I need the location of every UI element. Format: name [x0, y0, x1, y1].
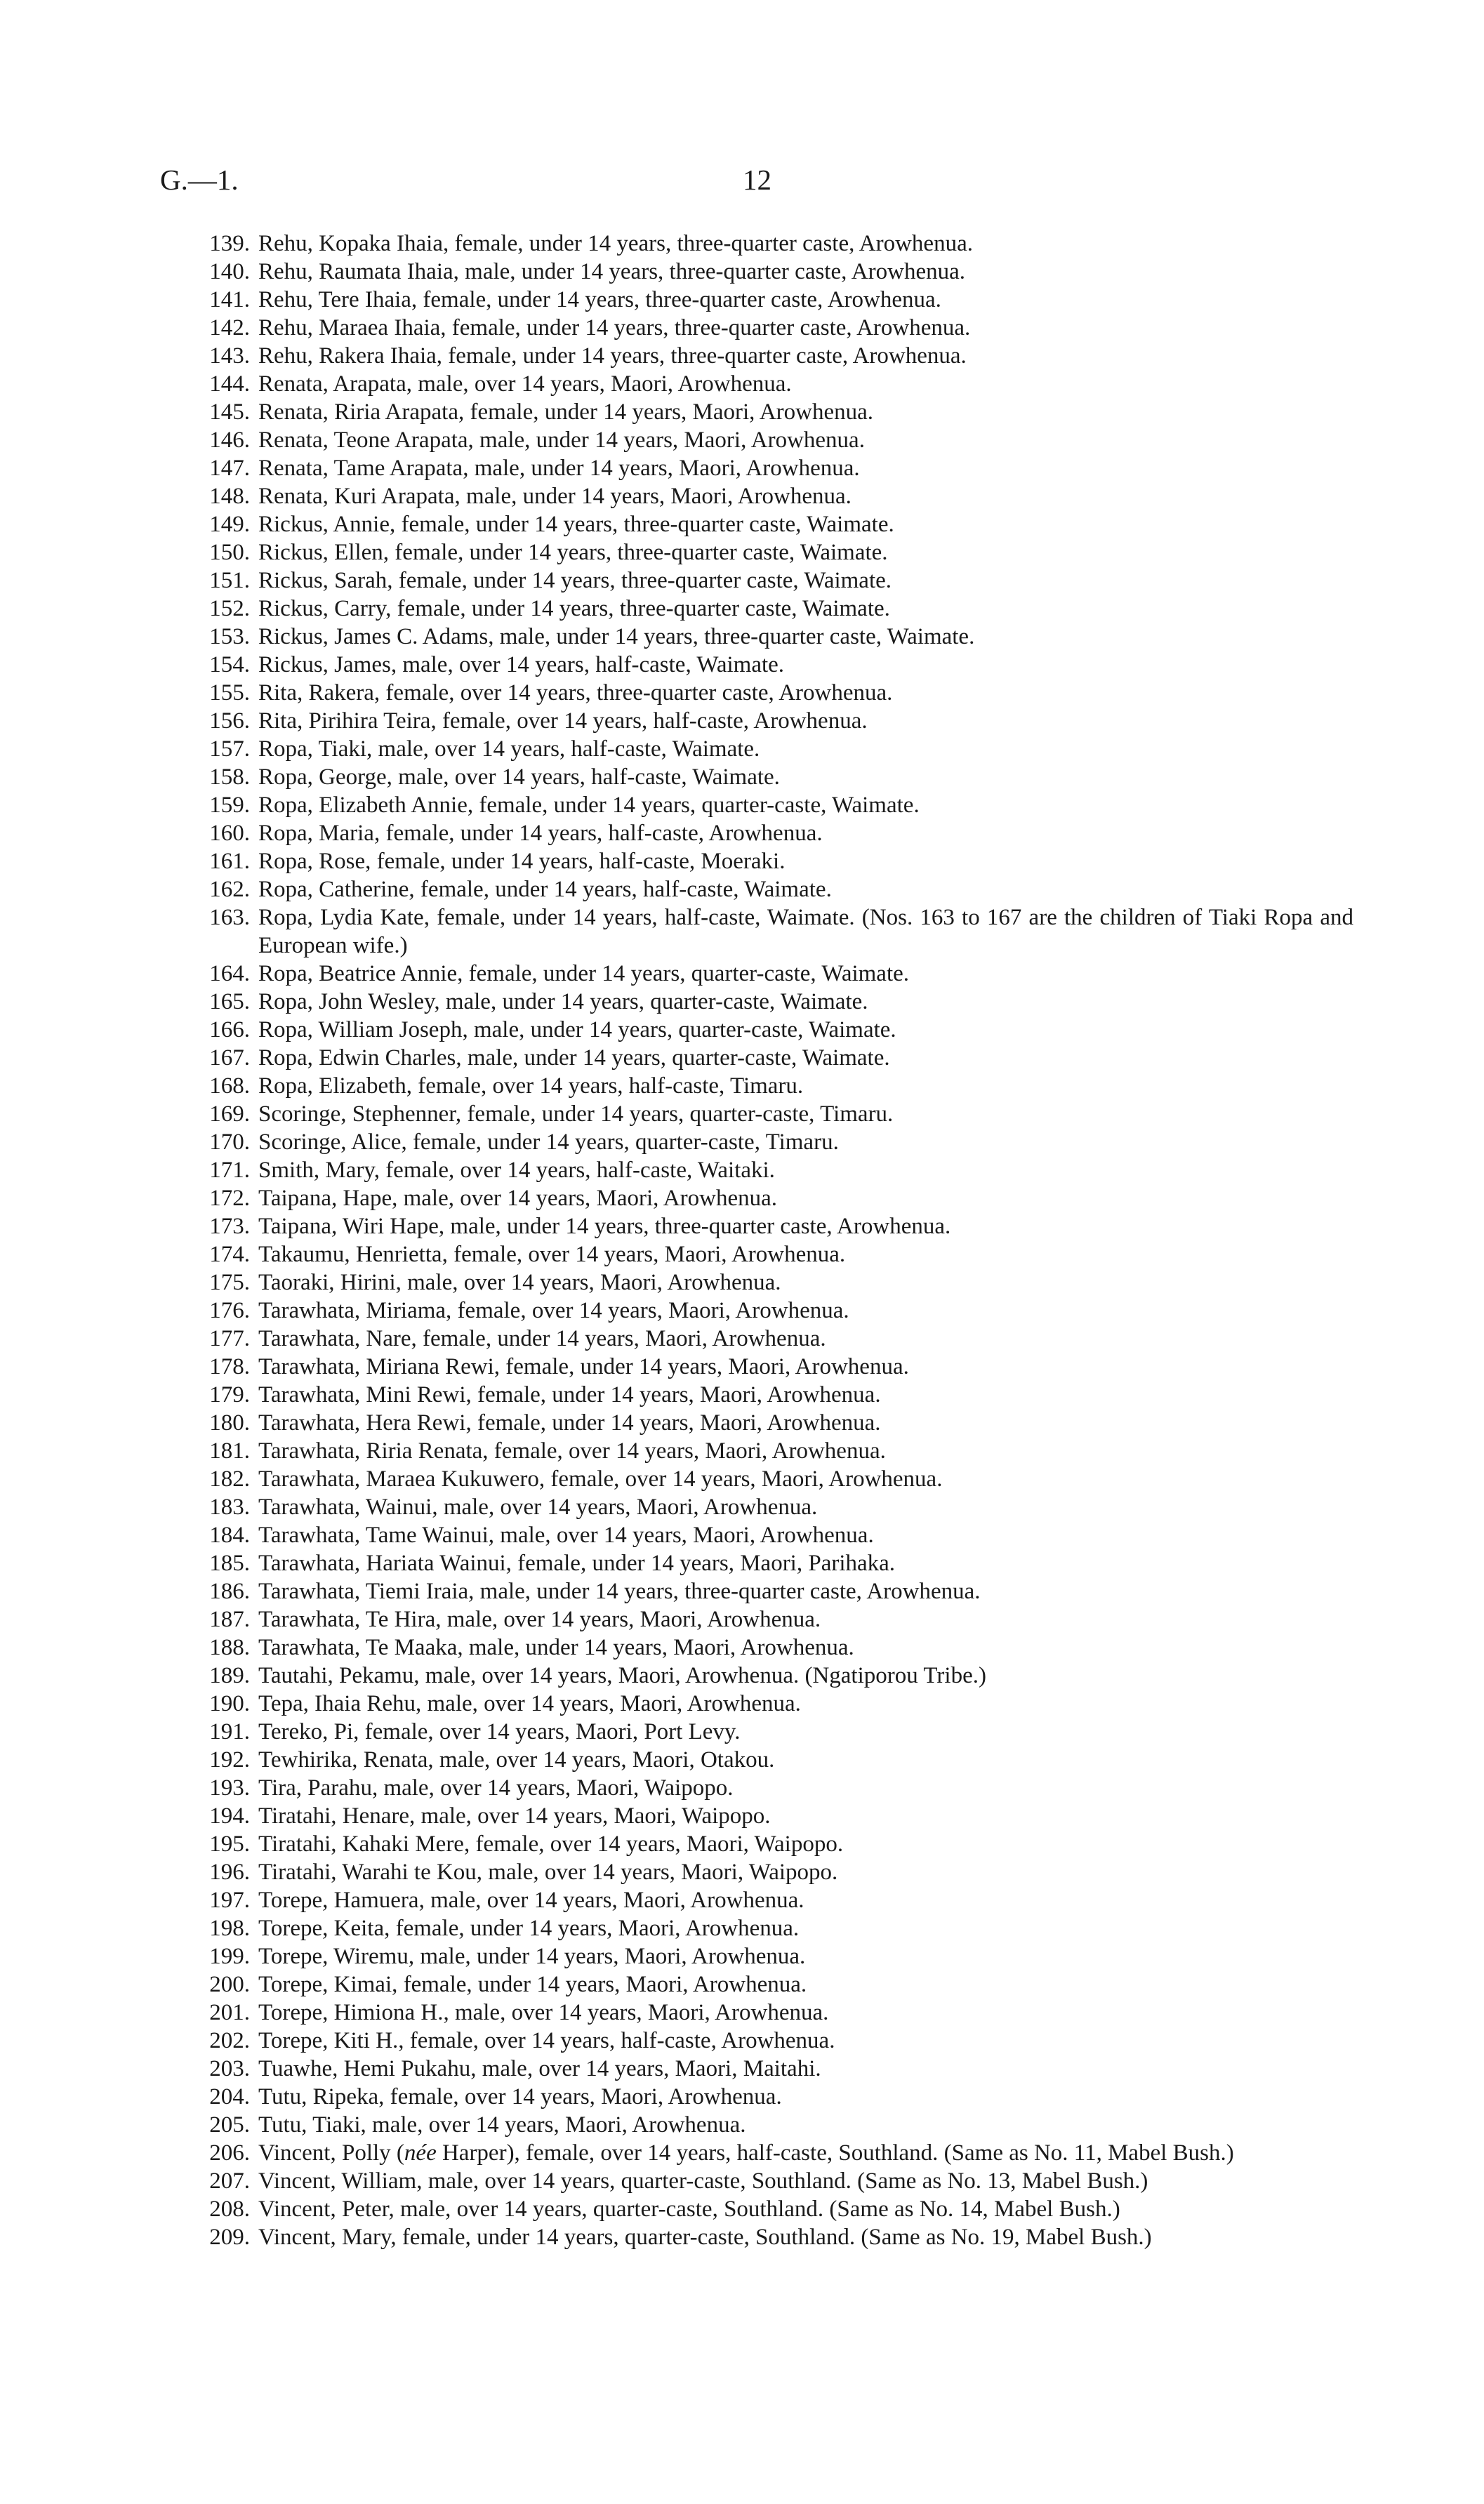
entry-number: 209.	[209, 2225, 250, 2250]
entry-number: 168.	[209, 1073, 250, 1099]
entry-number: 208.	[209, 2197, 250, 2222]
entry-text: Taipana, Hape, male, over 14 years, Maori, Arowhenua.	[258, 1186, 778, 1211]
entry-number: 193.	[209, 1775, 250, 1801]
list-item	[160, 1830, 1353, 1858]
entry-text: Tiratahi, Kahaki Mere, female, over 14 years, Maori, Waipopo.	[258, 1831, 844, 1857]
page-header	[160, 163, 1353, 205]
list-item	[160, 988, 1353, 1016]
entry-number: 189.	[209, 1663, 250, 1688]
list-item	[160, 1409, 1353, 1437]
entry-number: 176.	[209, 1298, 250, 1323]
entry-text: Tutu, Ripeka, female, over 14 years, Maori, Arowhenua.	[258, 2084, 782, 2109]
list-item	[160, 1437, 1353, 1465]
list-item	[160, 1240, 1353, 1268]
entry-number: 171.	[209, 1158, 250, 1183]
entry-number: 141.	[209, 287, 250, 312]
entry-text: Torepe, Himiona H., male, over 14 years, Maori, Arowhenua.	[258, 2000, 829, 2025]
entry-number: 194.	[209, 1803, 250, 1829]
list-item	[160, 1325, 1353, 1353]
entry-number: 163.	[209, 905, 250, 930]
list-item	[160, 679, 1353, 707]
list-item	[160, 426, 1353, 454]
entry-number: 161.	[209, 849, 250, 874]
entry-text: Ropa, Beatrice Annie, female, under 14 years, quarter-caste, Waimate.	[258, 961, 910, 986]
entry-number: 175.	[209, 1270, 250, 1295]
list-item	[160, 1521, 1353, 1549]
entry-text: Torepe, Keita, female, under 14 years, Maori, Arowhenua.	[258, 1916, 800, 1941]
entry-number: 201.	[209, 2000, 250, 2025]
entry-text: Ropa, Elizabeth Annie, female, under 14 years, quarter-caste, Waimate.	[258, 793, 920, 818]
entry-text: Rehu, Tere Ihaia, female, under 14 years, three-quarter caste, Arowhenua.	[258, 287, 941, 312]
list-item	[160, 1858, 1353, 1886]
list-item	[160, 960, 1353, 988]
entry-text: Ropa, Elizabeth, female, over 14 years, half-caste, Timaru.	[258, 1073, 804, 1099]
entry-number: 139.	[209, 231, 250, 256]
list-item	[160, 1634, 1353, 1662]
entry-text: Vincent, Polly (née Harper), female, over 14 years, half-caste, Southland. (Same as No. 11, Mabel Bush.)	[258, 2140, 1234, 2166]
entry-text: Tarawhata, Mini Rewi, female, under 14 years, Maori, Arowhenua.	[258, 1382, 881, 1407]
entry-text: Tarawhata, Riria Renata, female, over 14 years, Maori, Arowhenua.	[258, 1438, 886, 1464]
list-item	[160, 370, 1353, 398]
entry-number: 172.	[209, 1186, 250, 1211]
entry-text: Tarawhata, Nare, female, under 14 years, Maori, Arowhenua.	[258, 1326, 826, 1351]
list-item	[160, 2083, 1353, 2111]
entry-text: Scoringe, Alice, female, under 14 years, quarter-caste, Timaru.	[258, 1130, 839, 1155]
list-item	[160, 1381, 1353, 1409]
entry-text: Rehu, Maraea Ihaia, female, under 14 years, three-quarter caste, Arowhenua.	[258, 315, 971, 340]
list-item	[160, 1016, 1353, 1044]
entry-number: 162.	[209, 877, 250, 902]
list-item	[160, 1802, 1353, 1830]
list-item	[160, 875, 1353, 903]
entry-number: 151.	[209, 568, 250, 593]
entry-number: 159.	[209, 793, 250, 818]
list-item	[160, 1268, 1353, 1297]
entry-number: 179.	[209, 1382, 250, 1407]
list-item	[160, 1605, 1353, 1634]
entry-text: Smith, Mary, female, over 14 years, half-caste, Waitaki.	[258, 1158, 775, 1183]
entry-list	[160, 230, 1353, 2251]
list-item	[160, 763, 1353, 791]
list-item	[160, 342, 1353, 370]
entry-text: Tarawhata, Wainui, male, over 14 years, Maori, Arowhenua.	[258, 1495, 818, 1520]
list-item	[160, 1493, 1353, 1521]
entry-text: Rita, Rakera, female, over 14 years, three-quarter caste, Arowhenua.	[258, 680, 893, 706]
entry-text: Rehu, Rakera Ihaia, female, under 14 years, three-quarter caste, Arowhenua.	[258, 343, 967, 369]
list-item	[160, 651, 1353, 679]
entry-text: Torepe, Wiremu, male, under 14 years, Maori, Arowhenua.	[258, 1944, 806, 1969]
entry-number: 181.	[209, 1438, 250, 1464]
entry-text: Rickus, Ellen, female, under 14 years, three-quarter caste, Waimate.	[258, 540, 888, 565]
entry-text: Taoraki, Hirini, male, over 14 years, Maori, Arowhenua.	[258, 1270, 781, 1295]
list-item	[160, 2055, 1353, 2083]
list-item	[160, 707, 1353, 735]
list-item	[160, 538, 1353, 567]
list-item	[160, 286, 1353, 314]
entry-text: Tarawhata, Tiemi Iraia, male, under 14 years, three-quarter caste, Arowhenua.	[258, 1579, 981, 1604]
entry-number: 173.	[209, 1214, 250, 1239]
list-item	[160, 2195, 1353, 2223]
entry-number: 204.	[209, 2084, 250, 2109]
entry-text: Ropa, Catherine, female, under 14 years, half-caste, Waimate.	[258, 877, 832, 902]
entry-text: Renata, Tame Arapata, male, under 14 years, Maori, Arowhenua.	[258, 456, 860, 481]
entry-text: Tewhirika, Renata, male, over 14 years, Maori, Otakou.	[258, 1747, 775, 1773]
entry-number: 178.	[209, 1354, 250, 1379]
entry-text: Tepa, Ihaia Rehu, male, over 14 years, Maori, Arowhenua.	[258, 1691, 801, 1716]
entry-number: 140.	[209, 259, 250, 284]
list-item	[160, 482, 1353, 510]
list-item	[160, 1999, 1353, 2027]
entry-text: Vincent, Mary, female, under 14 years, quarter-caste, Southland. (Same as No. 19, Mabel Bush.)	[258, 2225, 1152, 2250]
entry-number: 157.	[209, 736, 250, 762]
list-item	[160, 1662, 1353, 1690]
entry-text: Ropa, Maria, female, under 14 years, half-caste, Arowhenua.	[258, 821, 823, 846]
entry-text: Tarawhata, Hera Rewi, female, under 14 years, Maori, Arowhenua.	[258, 1410, 881, 1436]
list-item	[160, 819, 1353, 847]
list-item	[160, 791, 1353, 819]
entry-number: 155.	[209, 680, 250, 706]
entry-number: 196.	[209, 1860, 250, 1885]
entry-text: Tarawhata, Miriana Rewi, female, under 14 years, Maori, Arowhenua.	[258, 1354, 909, 1379]
list-item	[160, 1465, 1353, 1493]
list-item	[160, 1914, 1353, 1942]
entry-number: 170.	[209, 1130, 250, 1155]
entry-number: 174.	[209, 1242, 250, 1267]
entry-number: 200.	[209, 1972, 250, 1997]
entry-number: 197.	[209, 1888, 250, 1913]
entry-text: Ropa, Edwin Charles, male, under 14 years, quarter-caste, Waimate.	[258, 1045, 890, 1071]
entry-number: 143.	[209, 343, 250, 369]
entry-text: Tarawhata, Hariata Wainui, female, under 14 years, Maori, Parihaka.	[258, 1551, 896, 1576]
list-item	[160, 230, 1353, 258]
entry-text: Renata, Teone Arapata, male, under 14 years, Maori, Arowhenua.	[258, 428, 865, 453]
entry-number: 146.	[209, 428, 250, 453]
list-item	[160, 1774, 1353, 1802]
entry-text: Tutu, Tiaki, male, over 14 years, Maori, Arowhenua.	[258, 2112, 746, 2138]
list-item	[160, 1156, 1353, 1184]
entry-number: 144.	[209, 371, 250, 397]
entry-number: 153.	[209, 624, 250, 649]
entry-text: Ropa, John Wesley, male, under 14 years, quarter-caste, Waimate.	[258, 989, 868, 1014]
entry-number: 199.	[209, 1944, 250, 1969]
entry-number: 198.	[209, 1916, 250, 1941]
list-item	[160, 314, 1353, 342]
entry-number: 164.	[209, 961, 250, 986]
list-item	[160, 510, 1353, 538]
entry-number: 202.	[209, 2028, 250, 2053]
entry-text: Tereko, Pi, female, over 14 years, Maori, Port Levy.	[258, 1719, 741, 1744]
list-item	[160, 1297, 1353, 1325]
entry-text: Tarawhata, Miriama, female, over 14 years, Maori, Arowhenua.	[258, 1298, 849, 1323]
entry-number: 148.	[209, 484, 250, 509]
document-reference: G.—1.	[160, 164, 239, 196]
list-item	[160, 595, 1353, 623]
list-item	[160, 2027, 1353, 2055]
list-item	[160, 1128, 1353, 1156]
entry-number: 191.	[209, 1719, 250, 1744]
entry-number: 180.	[209, 1410, 250, 1436]
list-item	[160, 1184, 1353, 1212]
entry-number: 149.	[209, 512, 250, 537]
list-item	[160, 2223, 1353, 2251]
entry-text: Rickus, James, male, over 14 years, half-caste, Waimate.	[258, 652, 785, 677]
list-item	[160, 1212, 1353, 1240]
entry-text: Tarawhata, Te Hira, male, over 14 years, Maori, Arowhenua.	[258, 1607, 821, 1632]
entry-text: Vincent, Peter, male, over 14 years, quarter-caste, Southland. (Same as No. 14, Mabel Bush.)	[258, 2197, 1120, 2222]
list-item	[160, 2139, 1353, 2167]
entry-number: 158.	[209, 764, 250, 790]
list-item	[160, 1886, 1353, 1914]
entry-number: 190.	[209, 1691, 250, 1716]
entry-text: Tarawhata, Tame Wainui, male, over 14 years, Maori, Arowhenua.	[258, 1523, 874, 1548]
list-item	[160, 1549, 1353, 1577]
list-item	[160, 1072, 1353, 1100]
entry-number: 165.	[209, 989, 250, 1014]
entry-text: Renata, Arapata, male, over 14 years, Maori, Arowhenua.	[258, 371, 792, 397]
list-item	[160, 454, 1353, 482]
entry-text: Tiratahi, Henare, male, over 14 years, Maori, Waipopo.	[258, 1803, 771, 1829]
list-item	[160, 1100, 1353, 1128]
entry-number: 185.	[209, 1551, 250, 1576]
list-item	[160, 1746, 1353, 1774]
entry-text: Rickus, Sarah, female, under 14 years, three-quarter caste, Waimate.	[258, 568, 892, 593]
list-item	[160, 735, 1353, 763]
entry-text: Rita, Pirihira Teira, female, over 14 years, half-caste, Arowhenua.	[258, 708, 868, 734]
entry-text: Tautahi, Pekamu, male, over 14 years, Maori, Arowhenua. (Ngatiporou Tribe.)	[258, 1663, 986, 1688]
list-item	[160, 1353, 1353, 1381]
list-item	[160, 2167, 1353, 2195]
entry-text: Rickus, Annie, female, under 14 years, three-quarter caste, Waimate.	[258, 512, 894, 537]
list-item	[160, 1718, 1353, 1746]
entry-number: 183.	[209, 1495, 250, 1520]
entry-number: 167.	[209, 1045, 250, 1071]
entry-text: Ropa, William Joseph, male, under 14 years, quarter-caste, Waimate.	[258, 1017, 896, 1042]
list-item	[160, 1044, 1353, 1072]
entry-text: Rickus, Carry, female, under 14 years, three-quarter caste, Waimate.	[258, 596, 890, 621]
entry-number: 166.	[209, 1017, 250, 1042]
entry-number: 205.	[209, 2112, 250, 2138]
entry-text: Tira, Parahu, male, over 14 years, Maori, Waipopo.	[258, 1775, 734, 1801]
entry-number: 188.	[209, 1635, 250, 1660]
list-item	[160, 903, 1353, 960]
list-item	[160, 398, 1353, 426]
entry-text: Tarawhata, Te Maaka, male, under 14 years, Maori, Arowhenua.	[258, 1635, 854, 1660]
entry-text: Ropa, Tiaki, male, over 14 years, half-caste, Waimate.	[258, 736, 760, 762]
list-item	[160, 1942, 1353, 1970]
entry-text: Renata, Riria Arapata, female, under 14 years, Maori, Arowhenua.	[258, 399, 874, 425]
list-item	[160, 1690, 1353, 1718]
entry-text: Takaumu, Henrietta, female, over 14 years, Maori, Arowhenua.	[258, 1242, 846, 1267]
entry-text: Ropa, Rose, female, under 14 years, half-caste, Moeraki.	[258, 849, 786, 874]
entry-number: 142.	[209, 315, 250, 340]
entry-text: Rickus, James C. Adams, male, under 14 years, three-quarter caste, Waimate.	[258, 624, 975, 649]
entry-text: Rehu, Kopaka Ihaia, female, under 14 years, three-quarter caste, Arowhenua.	[258, 231, 973, 256]
entry-number: 203.	[209, 2056, 250, 2081]
list-item	[160, 258, 1353, 286]
entry-number: 150.	[209, 540, 250, 565]
entry-text: Taipana, Wiri Hape, male, under 14 years, three-quarter caste, Arowhenua.	[258, 1214, 951, 1239]
entry-number: 192.	[209, 1747, 250, 1773]
entry-number: 186.	[209, 1579, 250, 1604]
list-item	[160, 623, 1353, 651]
entry-number: 195.	[209, 1831, 250, 1857]
entry-text: Renata, Kuri Arapata, male, under 14 years, Maori, Arowhenua.	[258, 484, 852, 509]
entry-text: Vincent, William, male, over 14 years, quarter-caste, Southland. (Same as No. 13, Mabel Bush.)	[258, 2168, 1148, 2194]
entry-number: 184.	[209, 1523, 250, 1548]
entry-number: 169.	[209, 1101, 250, 1127]
entry-number: 187.	[209, 1607, 250, 1632]
page-number: 12	[743, 164, 771, 196]
list-item	[160, 567, 1353, 595]
entry-number: 207.	[209, 2168, 250, 2194]
entry-text: Torepe, Kiti H., female, over 14 years, half-caste, Arowhenua.	[258, 2028, 835, 2053]
list-item	[160, 1970, 1353, 1999]
entry-number: 177.	[209, 1326, 250, 1351]
list-item	[160, 2111, 1353, 2139]
entry-text: Torepe, Kimai, female, under 14 years, Maori, Arowhenua.	[258, 1972, 807, 1997]
entry-number: 147.	[209, 456, 250, 481]
entry-number: 206.	[209, 2140, 250, 2166]
entry-text: Scoringe, Stephenner, female, under 14 years, quarter-caste, Timaru.	[258, 1101, 894, 1127]
entry-number: 154.	[209, 652, 250, 677]
entry-number: 156.	[209, 708, 250, 734]
entry-text: Torepe, Hamuera, male, over 14 years, Maori, Arowhenua.	[258, 1888, 804, 1913]
list-item	[160, 847, 1353, 875]
entry-number: 152.	[209, 596, 250, 621]
entry-number: 145.	[209, 399, 250, 425]
entry-number: 160.	[209, 821, 250, 846]
entry-text: Tiratahi, Warahi te Kou, male, over 14 years, Maori, Waipopo.	[258, 1860, 838, 1885]
list-item	[160, 1577, 1353, 1605]
entry-text: Tuawhe, Hemi Pukahu, male, over 14 years, Maori, Maitahi.	[258, 2056, 821, 2081]
entry-text: Rehu, Raumata Ihaia, male, under 14 years, three-quarter caste, Arowhenua.	[258, 259, 965, 284]
entry-number: 182.	[209, 1466, 250, 1492]
entry-text: Ropa, Lydia Kate, female, under 14 years, half-caste, Waimate. (Nos. 163 to 167 are the children of Tiaki Ropa and European wife.)	[258, 905, 1353, 958]
entry-text: Ropa, George, male, over 14 years, half-caste, Waimate.	[258, 764, 780, 790]
entry-text: Tarawhata, Maraea Kukuwero, female, over 14 years, Maori, Arowhenua.	[258, 1466, 943, 1492]
